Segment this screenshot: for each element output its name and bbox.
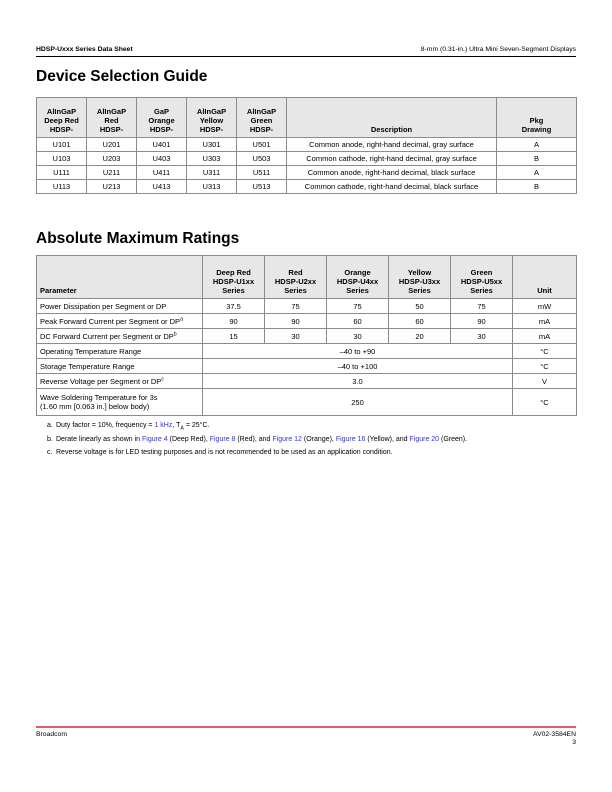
footnote-marker: a. bbox=[47, 422, 53, 429]
value-cell: 30 bbox=[451, 329, 513, 344]
value-cell: 50 bbox=[389, 299, 451, 314]
column-header bbox=[187, 98, 237, 138]
footnotes-list bbox=[47, 421, 576, 457]
parameter-line: Power Dissipation per Segment or DP bbox=[40, 301, 167, 311]
table-cell: U113 bbox=[37, 180, 87, 194]
header-line: HDSP- bbox=[249, 125, 274, 134]
table-cell: B bbox=[497, 180, 577, 194]
header-line: AlInGaP bbox=[96, 107, 127, 116]
footnote-text bbox=[56, 421, 209, 430]
parameter-line: Storage Temperature Range bbox=[40, 361, 135, 371]
header-line: Yellow bbox=[407, 268, 432, 277]
header-line: HDSP- bbox=[199, 125, 224, 134]
table-cell: Common cathode, right-hand decimal, gray surface bbox=[287, 152, 497, 166]
table-row bbox=[37, 166, 577, 180]
value-cell: 75 bbox=[451, 299, 513, 314]
table-row bbox=[37, 389, 577, 416]
value-cell: 90 bbox=[265, 314, 327, 329]
value-cell: 75 bbox=[327, 299, 389, 314]
table-cell: U513 bbox=[237, 180, 287, 194]
value-cell: 20 bbox=[389, 329, 451, 344]
table-row bbox=[37, 329, 577, 344]
footnote-segment: (Yellow), and bbox=[365, 435, 410, 443]
table-row bbox=[37, 344, 577, 359]
footnote-segment: Duty factor = 10%, frequency = bbox=[56, 422, 155, 429]
footer-doc-info bbox=[533, 731, 576, 747]
header-doc-title: HDSP-Uxxx Series Data Sheet bbox=[36, 46, 133, 53]
footnote-segment: (Green). bbox=[439, 435, 468, 443]
footnote-text bbox=[56, 435, 467, 444]
header-line: Pkg bbox=[529, 116, 544, 125]
table-header-row bbox=[37, 256, 577, 299]
series-column-header bbox=[389, 256, 451, 299]
value-cell: 30 bbox=[327, 329, 389, 344]
table-cell: Common cathode, right-hand decimal, black surface bbox=[287, 180, 497, 194]
parameter-cell bbox=[37, 314, 203, 329]
cross-reference-link[interactable]: 1 kHz bbox=[154, 422, 173, 429]
value-cell: 90 bbox=[203, 314, 265, 329]
header-line: AlInGaP bbox=[246, 107, 277, 116]
parameter-cell bbox=[37, 374, 203, 389]
unit-cell: °C bbox=[513, 344, 577, 359]
parameter-cell bbox=[37, 299, 203, 314]
table-row bbox=[37, 374, 577, 389]
header-line: HDSP-U4xx bbox=[336, 277, 379, 286]
table-cell: U201 bbox=[87, 138, 137, 152]
header-line: HDSP-U3xx bbox=[398, 277, 441, 286]
table-cell: Common anode, right-hand decimal, gray surface bbox=[287, 138, 497, 152]
value-cell: 75 bbox=[265, 299, 327, 314]
parameter-line: Reverse Voltage per Segment or DP$^c$ bbox=[40, 376, 164, 386]
unit-column-header: Unit bbox=[513, 256, 577, 299]
section-title-absolute-maximum-ratings: Absolute Maximum Ratings bbox=[36, 230, 240, 247]
cross-reference-link[interactable]: Figure 8 bbox=[209, 435, 236, 443]
parameter-line: Operating Temperature Range bbox=[40, 346, 142, 356]
header-line: Series bbox=[408, 286, 431, 295]
footnote-segment: Reverse voltage is for LED testing purposes and is not recommended to be used as an application condition. bbox=[56, 449, 393, 456]
parameter-cell bbox=[37, 344, 203, 359]
value-cell: 60 bbox=[327, 314, 389, 329]
table-cell: U501 bbox=[237, 138, 287, 152]
header-line: HDSP- bbox=[99, 125, 124, 134]
parameter-column-header: Parameter bbox=[37, 256, 203, 299]
series-column-header bbox=[451, 256, 513, 299]
series-column-header bbox=[203, 256, 265, 299]
table-cell: Common anode, right-hand decimal, black surface bbox=[287, 166, 497, 180]
subscript-text: A bbox=[180, 425, 184, 432]
header-line: HDSP-U5xx bbox=[460, 277, 503, 286]
footnote-marker: b. bbox=[47, 435, 53, 443]
footer-doc-number: AV02-3584EN bbox=[533, 731, 576, 738]
unit-cell: °C bbox=[513, 359, 577, 374]
table-row bbox=[37, 180, 577, 194]
value-cell: 15 bbox=[203, 329, 265, 344]
device-selection-table bbox=[36, 97, 577, 194]
header-line: Deep Red bbox=[44, 116, 79, 125]
footer-page-number: 3 bbox=[572, 739, 576, 746]
header-line: Green bbox=[250, 116, 273, 125]
header-line: Description bbox=[370, 125, 413, 134]
table-cell: U213 bbox=[87, 180, 137, 194]
footnote bbox=[47, 448, 576, 457]
parameter-cell bbox=[37, 329, 203, 344]
spanning-value-cell: –40 to +90 bbox=[203, 344, 513, 359]
cross-reference-link[interactable]: Figure 20 bbox=[409, 435, 440, 443]
header-line: Deep Red bbox=[216, 268, 251, 277]
unit-cell: mA bbox=[513, 329, 577, 344]
value-cell: 60 bbox=[389, 314, 451, 329]
table-cell: U401 bbox=[137, 138, 187, 152]
table-row bbox=[37, 299, 577, 314]
cross-reference-link[interactable]: Figure 4 bbox=[142, 435, 168, 443]
header-line: Red bbox=[288, 268, 303, 277]
footnote-segment: (Red), and bbox=[235, 435, 273, 443]
parameter-line: (1.60 mm [0.063 in.] below body) bbox=[40, 402, 150, 411]
parameter-cell bbox=[37, 359, 203, 374]
table-cell: B bbox=[497, 152, 577, 166]
header-line: AlInGaP bbox=[196, 107, 227, 116]
header-line: HDSP- bbox=[49, 125, 74, 134]
page-footer bbox=[36, 731, 576, 747]
cross-reference-link[interactable]: Figure 16 bbox=[335, 435, 366, 443]
parameter-line: Peak Forward Current per Segment or DP$^a$ bbox=[40, 316, 183, 326]
table-cell: U413 bbox=[137, 180, 187, 194]
footnote-segment: = 25°C. bbox=[183, 422, 210, 429]
footnote bbox=[47, 435, 576, 444]
footnote-segment: Derate linearly as shown in bbox=[56, 435, 142, 443]
table-cell: U313 bbox=[187, 180, 237, 194]
unit-cell: mA bbox=[513, 314, 577, 329]
section-title-device-selection-guide: Device Selection Guide bbox=[36, 68, 208, 85]
header-line: Series bbox=[222, 286, 245, 295]
table-cell: U111 bbox=[37, 166, 87, 180]
table-cell: U301 bbox=[187, 138, 237, 152]
page-header bbox=[36, 0, 576, 54]
table-cell: U103 bbox=[37, 152, 87, 166]
header-line: Drawing bbox=[521, 125, 552, 134]
table-cell: U411 bbox=[137, 166, 187, 180]
value-cell: 37.5 bbox=[203, 299, 265, 314]
header-line: Orange bbox=[344, 268, 371, 277]
column-header bbox=[37, 98, 87, 138]
spanning-value-cell: –40 to +100 bbox=[203, 359, 513, 374]
cross-reference-link[interactable]: Figure 12 bbox=[272, 435, 302, 443]
table-row bbox=[37, 138, 577, 152]
unit-cell: mW bbox=[513, 299, 577, 314]
spanning-value-cell: 250 bbox=[203, 389, 513, 416]
table-cell: U101 bbox=[37, 138, 87, 152]
footnote bbox=[47, 421, 576, 430]
footnote-reference: a bbox=[180, 316, 183, 322]
table-cell: U211 bbox=[87, 166, 137, 180]
header-line: Green bbox=[470, 268, 493, 277]
table-row bbox=[37, 152, 577, 166]
header-product-title: 8-mm (0.31-in.) Ultra Mini Seven-Segment Displays bbox=[420, 46, 576, 53]
header-line: Series bbox=[470, 286, 493, 295]
table-row bbox=[37, 359, 577, 374]
footer-company: Broadcom bbox=[36, 731, 67, 738]
table-cell: U203 bbox=[87, 152, 137, 166]
table-cell: A bbox=[497, 166, 577, 180]
header-line: Series bbox=[284, 286, 307, 295]
header-line: Series bbox=[346, 286, 369, 295]
footnote-reference: b bbox=[173, 331, 177, 337]
series-column-header bbox=[327, 256, 389, 299]
table-row bbox=[37, 314, 577, 329]
parameter-cell bbox=[37, 389, 203, 416]
table-cell: A bbox=[497, 138, 577, 152]
parameter-line: Wave Soldering Temperature for 3s bbox=[40, 393, 158, 402]
footnote-marker: c. bbox=[47, 449, 53, 456]
header-line: HDSP-U2xx bbox=[274, 277, 317, 286]
footer-rule bbox=[36, 726, 576, 728]
table-header-row bbox=[37, 98, 577, 138]
column-header bbox=[237, 98, 287, 138]
series-column-header bbox=[265, 256, 327, 299]
unit-cell: °C bbox=[513, 389, 577, 416]
value-cell: 90 bbox=[451, 314, 513, 329]
header-line: Red bbox=[104, 116, 119, 125]
header-line: HDSP-U1xx bbox=[212, 277, 255, 286]
unit-cell: V bbox=[513, 374, 577, 389]
footnote-segment: , T bbox=[172, 422, 181, 429]
table-cell: U511 bbox=[237, 166, 287, 180]
table-cell: U403 bbox=[137, 152, 187, 166]
parameter-line: DC Forward Current per Segment or DP$^b$ bbox=[40, 331, 177, 341]
table-cell: U311 bbox=[187, 166, 237, 180]
column-header bbox=[137, 98, 187, 138]
table-cell: U503 bbox=[237, 152, 287, 166]
header-rule bbox=[36, 56, 576, 57]
header-line: AlInGaP bbox=[46, 107, 77, 116]
footnote-segment: (Deep Red), bbox=[167, 435, 210, 443]
footnote-reference: c bbox=[161, 376, 164, 382]
column-header bbox=[87, 98, 137, 138]
header-line: HDSP- bbox=[149, 125, 174, 134]
value-cell: 30 bbox=[265, 329, 327, 344]
table-cell: U303 bbox=[187, 152, 237, 166]
spanning-value-cell: 3.0 bbox=[203, 374, 513, 389]
column-header bbox=[497, 98, 577, 138]
footnote-segment: (Orange), bbox=[301, 435, 336, 443]
header-line: Orange bbox=[148, 116, 175, 125]
footnote-text bbox=[56, 448, 393, 457]
column-header bbox=[287, 98, 497, 138]
header-line: GaP bbox=[153, 107, 169, 116]
absolute-maximum-ratings-table bbox=[36, 255, 577, 416]
header-line: Yellow bbox=[199, 116, 224, 125]
